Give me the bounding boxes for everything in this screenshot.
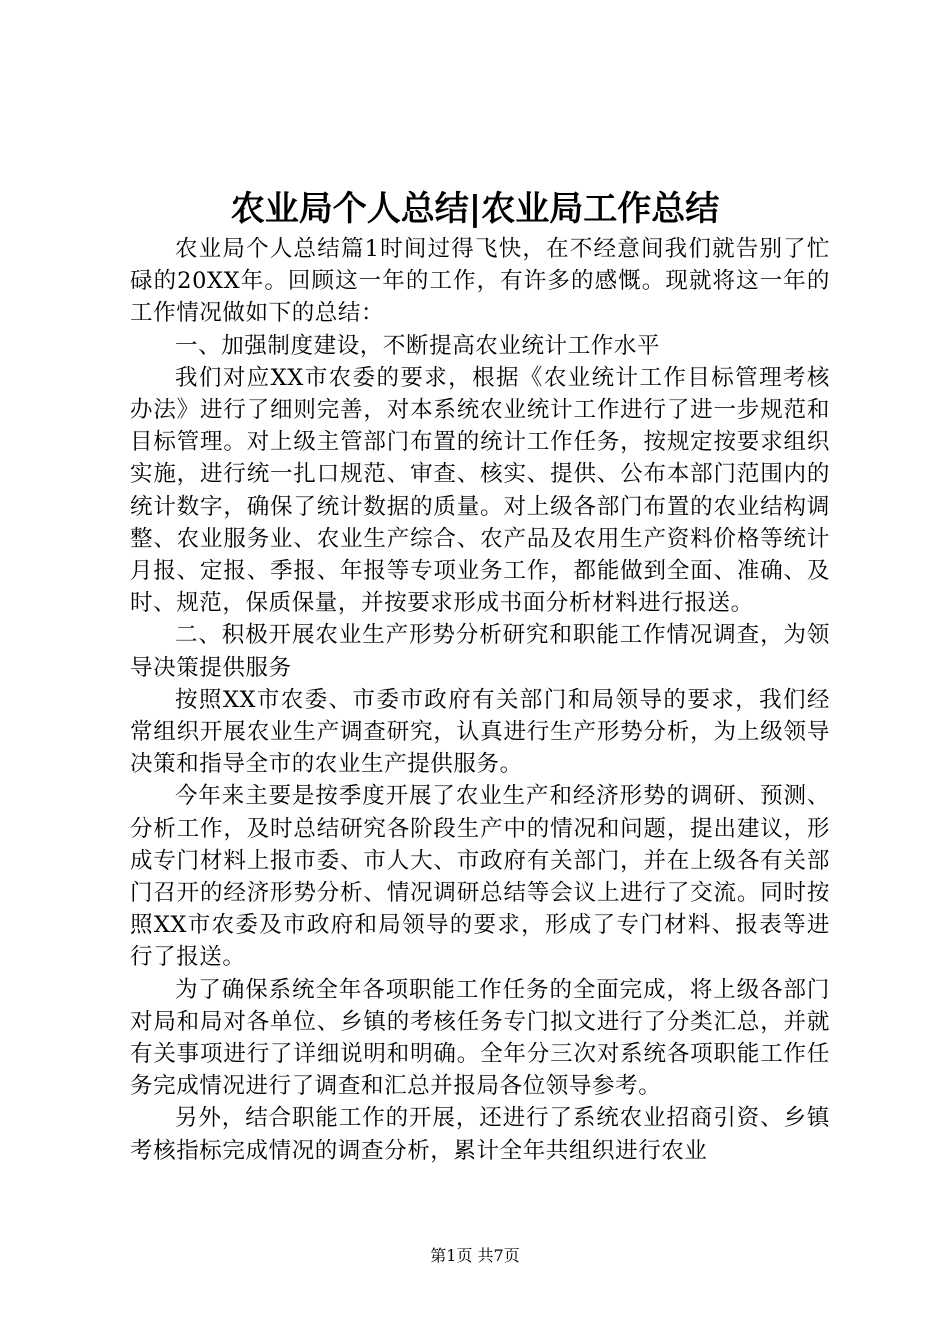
paragraph-statistics: 我们对应XX市农委的要求，根据《农业统计工作目标管理考核办法》进行了细则完善，对本系统农业统计工作进行了进一步规范和目标管理。对上级主管部门布置的统计工作任务，按规定按要求组织实施，进行统一扎口规范、审查、核实、提供、公布本部门范围内的统计数字，确保了统计数据的质量。对上级各部门布置的农业结构调整、农业服务业、农业生产综合、农产品及农用生产资料价格等统计月报、定报、季报、年报等专项业务工作，都能做到全面、准确、及时、规范，保质保量，并按要求形成书面分析材料进行报送。 bbox=[130, 364, 830, 617]
paragraph-intro: 农业局个人总结篇1时间过得飞快，在不经意间我们就告别了忙碌的20XX年。回顾这一年的工作，有许多的感慨。现就将这一年的工作情况做如下的总结： bbox=[130, 236, 830, 327]
paragraph-task-assessment: 为了确保系统全年各项职能工作任务的全面完成，将上级各部门对局和局对各单位、乡镇的考核任务专门拟文进行了分类汇总，并就有关事项进行了详细说明和明确。全年分三次对系统各项职能工作任务完成情况进行了调查和汇总并报局各位领导参考。 bbox=[130, 976, 830, 1100]
page-footer: 第1页 共7页 bbox=[430, 1246, 520, 1265]
section-heading-1: 一、加强制度建设，不断提高农业统计工作水平 bbox=[175, 332, 661, 359]
page-title: 农业局个人总结|农业局工作总结 bbox=[230, 189, 720, 229]
document-body bbox=[130, 233, 830, 1167]
paragraph-investment: 另外，结合职能工作的开展，还进行了系统农业招商引资、乡镇考核指标完成情况的调查分析，累计全年共组织进行农业 bbox=[130, 1105, 830, 1164]
paragraph-research: 按照XX市农委、市委市政府有关部门和局领导的要求，我们经常组织开展农业生产调查研究，认真进行生产形势分析，为上级领导决策和指导全市的农业生产提供服务。 bbox=[130, 686, 830, 778]
paragraph-quarterly-analysis: 今年来主要是按季度开展了农业生产和经济形势的调研、预测、分析工作，及时总结研究各阶段生产中的情况和问题，提出建议，形成专门材料上报市委、市人大、市政府有关部门，并在上级各有关部门召开的经济形势分析、情况调研总结等会议上进行了交流。同时按照XX市农委及市政府和局领导的要求，形成了专门材料、报表等进行了报送。 bbox=[130, 783, 830, 971]
section-heading-2: 二、积极开展农业生产形势分析研究和职能工作情况调查，为领导决策提供服务 bbox=[130, 622, 830, 681]
